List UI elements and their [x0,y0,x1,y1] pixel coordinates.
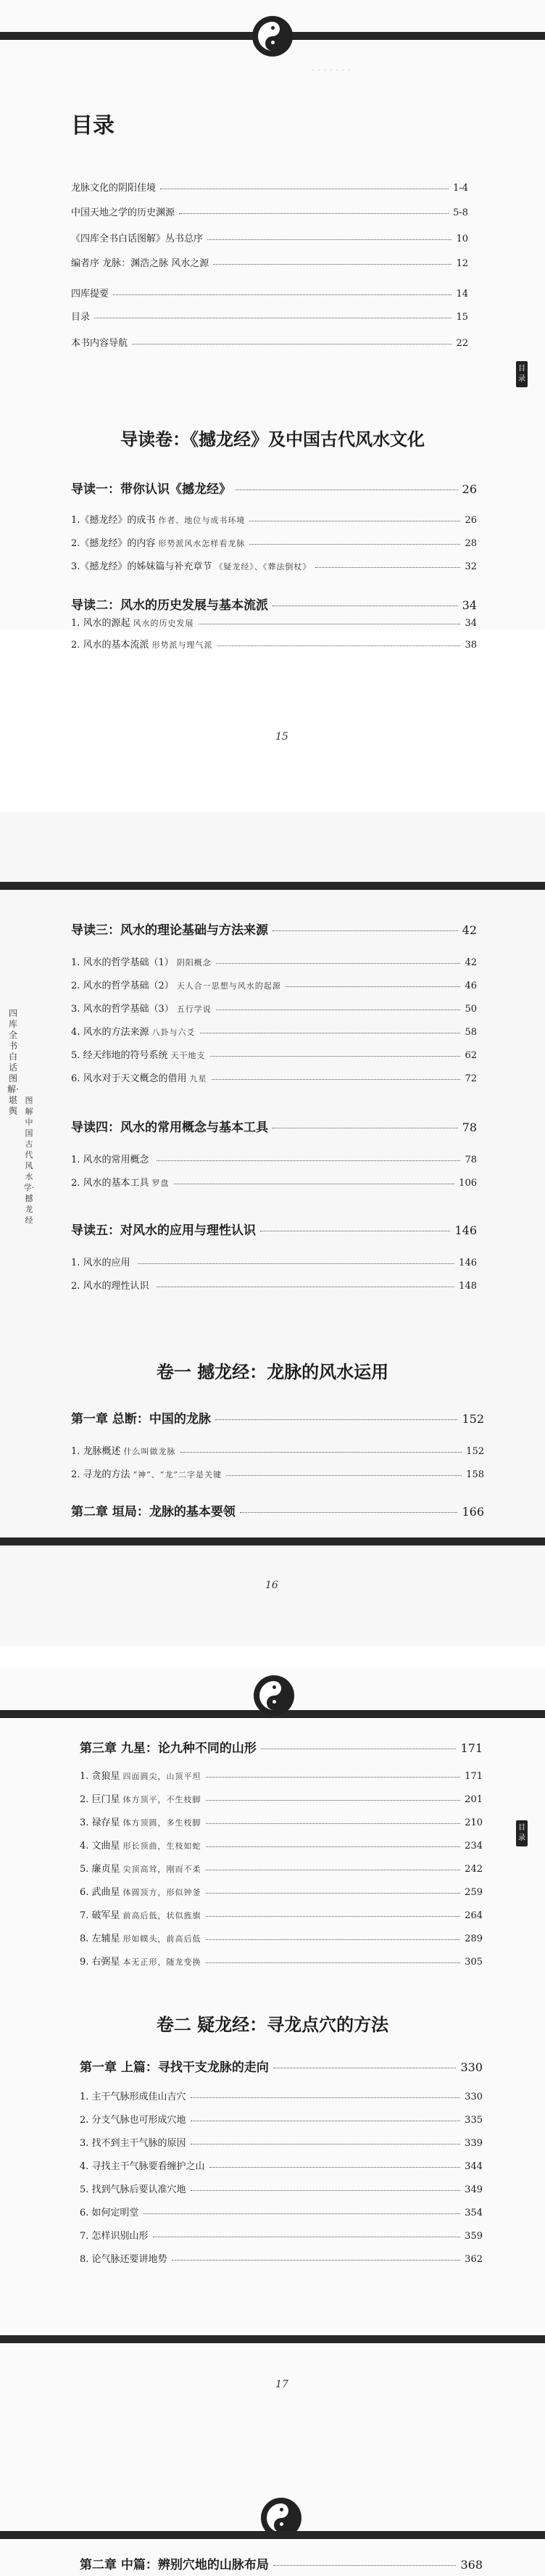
spine-text: 四库全书白话图解·堪舆 [7,1008,19,1116]
chapter-item: 9. 右弼星 本无正形，随龙变换 305 [80,1957,483,1968]
guide-item: 1. 风水的应用 146 [71,1258,477,1268]
guide-heading: 导读三：风水的理论基础与方法来源 42 [71,923,477,938]
guide-item: 1. 风水的哲学基础（1） 阴阳概念 42 [71,957,477,968]
volume-title: 卷二 疑龙经：寻龙点穴的方法 [156,2014,389,2035]
front-matter-item: 本书内容导航 22 [71,338,468,349]
guide-heading: 导读四：风水的常用概念与基本工具 78 [71,1120,477,1135]
chapter-item: 2. 寻龙的方法 “神”、“龙”二字是关键 158 [71,1469,484,1480]
chapter-item: 7. 怎样识别山形 359 [80,2231,483,2242]
chapter-item: 8. 论气脉还要讲地势 362 [80,2254,483,2265]
taiji-emblem-icon [252,16,293,57]
side-tab: 目录 [516,1820,528,1846]
guide-item: 4. 风水的方法来源 八卦与六爻 58 [71,1027,477,1038]
bleed-through-text: · · · · · · · [312,65,351,76]
chapter-item: 4. 文曲星 形长顶曲，生枝如蛇 234 [80,1841,483,1852]
side-tab: 目录 [516,361,528,387]
guide-item: 2. 风水的理性认识 148 [71,1281,477,1292]
front-matter-item: 龙脉文化的阴阳佳境 1-4 [71,183,468,194]
chapter-item: 2. 分支气脉也可形成穴地 335 [80,2115,483,2126]
chapter-item: 6. 如何定明堂 354 [80,2208,483,2218]
page-folio: 16 [265,1580,278,1591]
front-matter-item: 目录 15 [71,312,468,323]
page-1 [0,0,545,629]
chapter-item: 3. 找不到主干气脉的原因 339 [80,2138,483,2149]
guide-item: 2. 风水的基本流派 形势派与理气派 38 [71,640,477,651]
front-matter-item: 《四库全书白话图解》丛书总序 10 [71,234,468,244]
chapter-heading: 第一章 上篇：寻找干支龙脉的走向 330 [80,2060,483,2075]
guide-heading: 导读一：带你认识《撼龙经》 26 [71,482,477,497]
chapter-heading: 第三章 九星：论九种不同的山形 171 [80,1741,483,1756]
guide-heading: 导读二：风水的历史发展与基本流派 34 [71,598,477,613]
chapter-item: 1. 贪狼星 四面圆尖，山顶平坦 171 [80,1771,483,1782]
volume-title: 导读卷：《撼龙经》及中国古代风水文化 [120,429,425,450]
guide-item: 3. 风水的哲学基础（3） 五行学说 50 [71,1004,477,1015]
chapter-heading: 第二章 垣局：龙脉的基本要领 166 [71,1505,484,1519]
chapter-heading: 第一章 总断：中国的龙脉 152 [71,1412,484,1427]
top-band [0,882,545,890]
chapter-item: 5. 找到气脉后要认准穴地 349 [80,2184,483,2195]
front-matter-item: 中国天地之学的历史渊源 5-8 [71,207,468,218]
page-folio: 15 [275,731,288,743]
guide-item: 1. 风水的源起 风水的历史发展 34 [71,618,477,629]
chapter-heading: 第二章 中篇：辨别穴地的山脉布局 368 [80,2558,483,2572]
chapter-item: 7. 破军星 前高后低，状似旌旗 264 [80,1910,483,1921]
front-matter-item: 四库提要 14 [71,289,468,300]
guide-item: 6. 风水对于天文概念的借用 九星 72 [71,1073,477,1084]
guide-item: 5. 经天纬地的符号系统 天干地支 62 [71,1050,477,1061]
bottom-band [0,1537,545,1545]
guide-item: 2. 风水的哲学基础（2） 天人合一思想与风水的起源 46 [71,981,477,991]
volume-title: 卷一 撼龙经：龙脉的风水运用 [156,1361,389,1382]
chapter-item: 8. 左辅星 形如幞头，前高后低 289 [80,1933,483,1944]
chapter-item: 1. 主干气脉形成佳山吉穴 330 [80,2092,483,2102]
chapter-item: 3. 禄存星 体方顶圆，多生枝脚 210 [80,1817,483,1828]
spine-subtext: 图解中国古代风水学·撼龙经 [23,1096,35,1225]
guide-item: 2. 风水的基本工具 罗盘 106 [71,1178,477,1189]
guide-item: 1. 风水的常用概念 78 [71,1155,477,1165]
front-matter-item: 编者序 龙脉：渊浩之脉 风水之源 12 [71,258,468,269]
page-folio: 17 [275,2379,288,2390]
guide-heading: 导读五：对风水的应用与理性认识 146 [71,1223,477,1238]
guide-item: 1.《撼龙经》的成书 作者、地位与成书环境 26 [71,515,477,526]
chapter-item: 6. 武曲星 体圆顶方，形似钟釜 259 [80,1887,483,1898]
chapter-item: 4. 寻找主干气脉要看缠护之山 344 [80,2161,483,2172]
toc-title: 目录 [71,113,115,139]
guide-item: 2.《撼龙经》的内容 形势派风水怎样看龙脉 28 [71,538,477,549]
bottom-band [0,2335,545,2343]
page-2 [0,812,545,1646]
guide-item: 3.《撼龙经》的姊妹篇与补充章节 《疑龙经》、《葬法倒杖》 32 [71,561,477,572]
chapter-item: 5. 廉贞星 尖顶高耸，刚而不柔 242 [80,1864,483,1875]
chapter-item: 2. 巨门星 体方顶平，不生枝脚 201 [80,1794,483,1805]
top-band [0,2531,545,2539]
chapter-item: 1. 龙脉概述 什么叫做龙脉 152 [71,1446,484,1457]
page-3 [0,1668,545,2576]
taiji-emblem-icon [254,1675,294,1716]
